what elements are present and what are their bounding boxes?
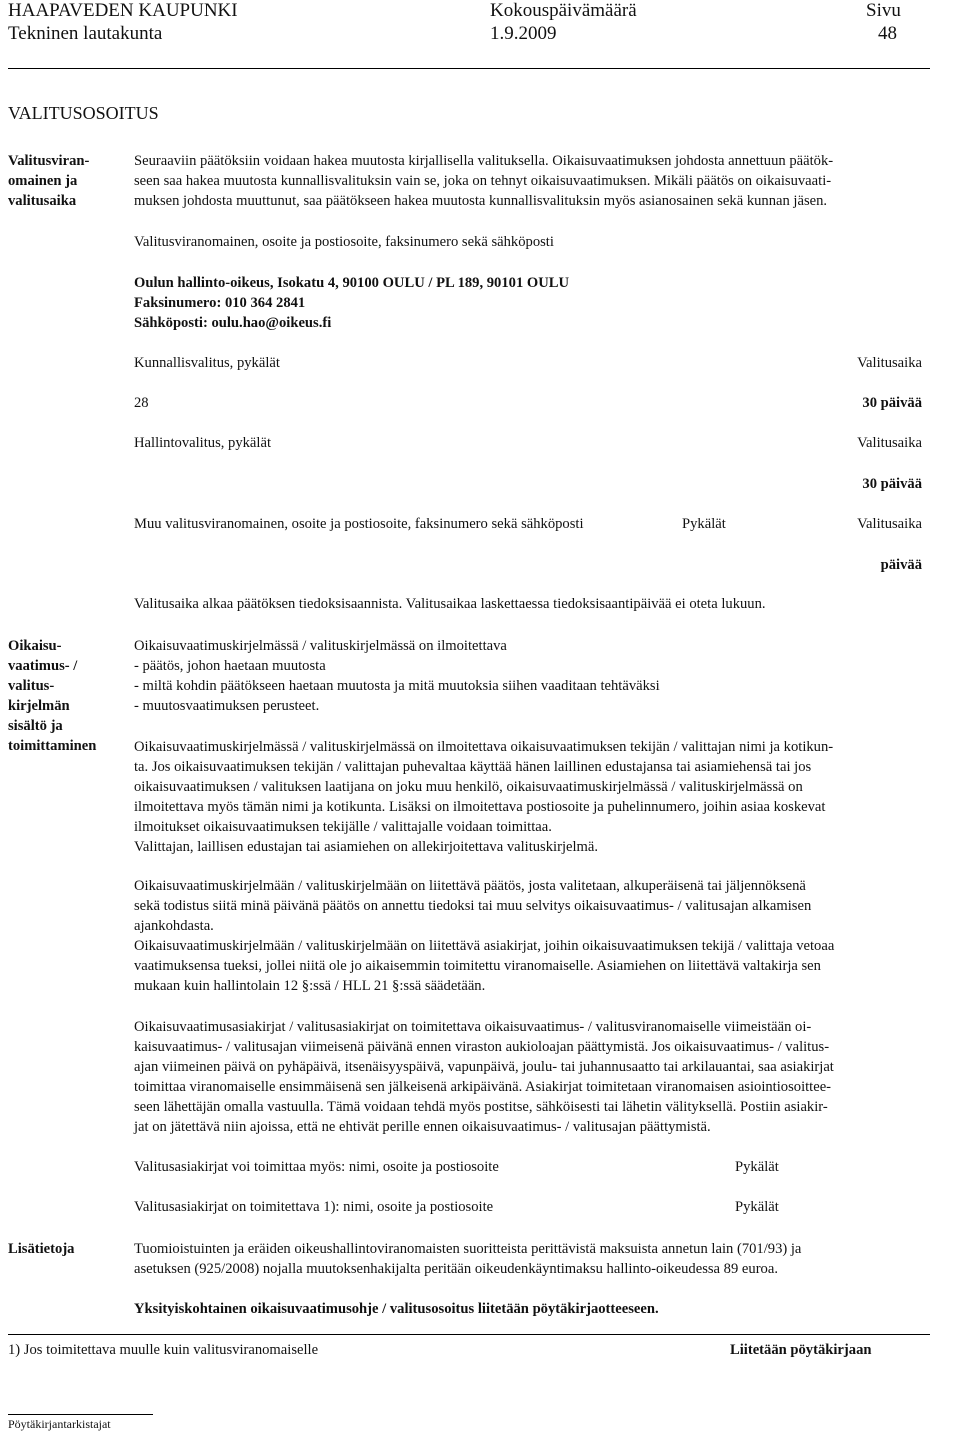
required-contents-intro: Oikaisuvaatimuskirjelmässä / valituskirjelmässä on ilmoitettava <box>134 638 507 654</box>
side-label-line: vaatimus- / <box>8 658 78 674</box>
municipal-appeal-sections: 28 <box>134 395 149 411</box>
side-label-line: toimittaminen <box>8 738 97 754</box>
paragraph-line: kaisuvaatimus- / valitusajan viimeisenä päivänä ennen viraston aukioloajan päättymistä. Jos oikaisuvaatimus- / valitus- <box>134 1039 830 1055</box>
side-label-appeal-authority <box>8 151 123 211</box>
other-authority-sections-label: Pykälät <box>682 516 726 532</box>
paragraph-line: vaatimuksensa tueksi, jollei niitä ole jo aikaisemmin toimitettu viranomaiselle. Asiamiehen on liitettävä valtakirja sen <box>134 958 821 974</box>
administrative-appeal-period-label: Valitusaika <box>857 435 922 451</box>
attachment-note: Liitetään pöytäkirjaan <box>730 1342 872 1358</box>
authority-fax: Faksinumero: 010 364 2841 <box>134 295 306 311</box>
paragraph-line: ajan viimeinen päivä on pyhäpäivä, itsenäisyyspäivä, vapunpäivä, joulu- tai juhannusaatto tai arkilauantai, saa asiakirjat <box>134 1059 834 1075</box>
required-contents-list <box>134 636 660 716</box>
side-label-line: Oikaisu- <box>8 638 62 654</box>
administrative-appeal-label: Hallintovalitus, pykälät <box>134 435 271 451</box>
side-label-line: sisältö ja <box>8 718 63 734</box>
attachments-paragraph <box>134 876 834 996</box>
page-label: Sivu <box>866 0 901 21</box>
paragraph-line: oikaisuvaatimuksen / valituksen laatijana on joku muu henkilö, oikaisuvaatimuskirjelmässä / valituskirjelmässä on <box>134 779 803 795</box>
intro-line: Seuraaviin päätöksiin voidaan hakea muutosta kirjallisella valituksella. Oikaisuvaatimuksen johdosta annettuun päätök- <box>134 153 834 169</box>
side-label-appeal-contents <box>8 636 123 756</box>
paragraph-line: mukaan kuin hallintolain 12 §:ssä / HLL 21 §:ssä säädetään. <box>134 978 486 994</box>
page-number: 48 <box>878 23 897 44</box>
other-authority-label: Muu valitusviranomainen, osoite ja postiosoite, faksinumero sekä sähköposti <box>134 516 584 532</box>
paragraph-line: ta. Jos oikaisuvaatimuksen tekijän / valittajan puhevaltaa käyttää hänen laillinen edustajansa tai asiamiehensä tai jos <box>134 759 812 775</box>
paragraph-line: sekä todistus siitä minä päivänä päätös on annettu tiedoksi tai muu selvitys oikaisuvaatimus- / valitusajan alkamisen <box>134 898 812 914</box>
authority-email: Sähköposti: oulu.hao@oikeus.fi <box>134 315 332 331</box>
delivery-paragraph <box>134 1017 834 1137</box>
appellant-details-paragraph <box>134 737 833 857</box>
meeting-date-value: 1.9.2009 <box>490 23 557 44</box>
alternative-delivery-label: Valitusasiakirjat voi toimittaa myös: nimi, osoite ja postiosoite <box>134 1159 499 1175</box>
municipal-appeal-period: 30 päivää <box>862 395 922 411</box>
detailed-instructions-note: Yksityiskohtainen oikaisuvaatimusohje / valitusosoitus liitetään pöytäkirjaotteeseen. <box>134 1301 659 1317</box>
footer-rule <box>8 1334 930 1335</box>
intro-line: muksen johdosta muuttunut, saa päätökseen hakea muutosta kunnallisvalituksin myös asianosainen sekä kunnan jäsen. <box>134 193 828 209</box>
authority-heading: Valitusviranomainen, osoite ja postiosoite, faksinumero sekä sähköposti <box>134 234 554 250</box>
mandatory-delivery-sections: Pykälät <box>735 1199 779 1215</box>
side-label-line: omainen ja <box>8 173 78 189</box>
header-rule <box>8 68 930 69</box>
paragraph-line: Tuomioistuinten ja eräiden oikeushallintoviranomaisten suoritteista perittävistä maksuista annetun lain (701/93) ja <box>134 1241 802 1257</box>
page-title: VALITUSOSOITUS <box>8 103 159 123</box>
authority-address: Oulun hallinto-oikeus, Isokatu 4, 90100 OULU / PL 189, 90101 OULU <box>134 275 570 291</box>
alternative-delivery-sections: Pykälät <box>735 1159 779 1175</box>
paragraph-line: asetuksen (925/2008) nojalla muutoksenhakijalta peritään oikeudenkäyntimaksu hallinto-oikeudessa 89 euroa. <box>134 1261 778 1277</box>
required-contents-item: - miltä kohdin päätökseen haetaan muutosta ja mitä muutoksia siihen vaaditaan tehtäväksi <box>134 678 660 694</box>
signers-rule <box>8 1414 153 1415</box>
side-label-line: Valitusviran- <box>8 153 90 169</box>
intro-line: seen saa hakea muutosta kunnallisvalituksin vain se, joka on tehnyt oikaisuvaatimuksen. Mikäli päätös on oikaisuvaati- <box>134 173 832 189</box>
side-label-line: valitusaika <box>8 193 77 209</box>
paragraph-line: ilmoitukset oikaisuvaatimuksen tekijälle / valittajalle voidaan toimittaa. <box>134 819 552 835</box>
administrative-appeal-period: 30 päivää <box>862 476 922 492</box>
other-authority-period: päivää <box>880 557 922 573</box>
required-contents-item: - päätös, johon haetaan muutosta <box>134 658 326 674</box>
paragraph-line: jat on jätettävä niin ajoissa, että ne ehtivät perille ennen oikaisuvaatimus- / valitusajan päättymistä. <box>134 1119 711 1135</box>
paragraph-line: ilmoitettava myös tämän nimi ja kotikunta. Lisäksi on ilmoitettava postiosoite ja puhelinnumero, joihin asiaa koskevat <box>134 799 826 815</box>
department-name: Tekninen lautakunta <box>8 23 163 44</box>
required-contents-item: - muutosvaatimuksen perusteet. <box>134 698 320 714</box>
org-name: HAAPAVEDEN KAUPUNKI <box>8 0 238 21</box>
minutes-checkers-label: Pöytäkirjantarkistajat <box>8 1417 111 1431</box>
municipal-appeal-label: Kunnallisvalitus, pykälät <box>134 355 280 371</box>
paragraph-line: Oikaisuvaatimuskirjelmässä / valituskirjelmässä on ilmoitettava oikaisuvaatimuksen tekijän / valittajan nimi ja kotikun- <box>134 739 834 755</box>
paragraph-line: Oikaisuvaatimuskirjelmään / valituskirjelmään on liitettävä päätös, josta valitetaan, alkuperäisenä tai jäljennöksenä <box>134 878 806 894</box>
paragraph-line: Oikaisuvaatimusasiakirjat / valitusasiakirjat on toimitettava oikaisuvaatimus- / valitusviranomaiselle viimeistään oi- <box>134 1019 812 1035</box>
municipal-appeal-period-label: Valitusaika <box>857 355 922 371</box>
paragraph-line: seen lähettäjän omalla vastuulla. Tämä voidaan tehdä myös postitse, sähköisesti tai lähetin välityksellä. Postiin asiakir- <box>134 1099 828 1115</box>
intro-paragraph <box>134 151 833 211</box>
paragraph-line: Valittajan, laillisen edustajan tai asiamiehen on allekirjoitettava valituskirjelmä. <box>134 839 599 855</box>
fees-paragraph <box>134 1239 801 1279</box>
paragraph-line: Oikaisuvaatimuskirjelmään / valituskirjelmään on liitettävä asiakirjat, joihin oikaisuvaatimuksen tekijä / valittaja vetoaa <box>134 938 835 954</box>
side-label-line: kirjelmän <box>8 698 70 714</box>
paragraph-line: toimittaa viranomaiselle ensimmäisenä sen jälkeisenä arkipäivänä. Asiakirjat toimitetaan viranomaisen asiointiosoittee- <box>134 1079 832 1095</box>
footnote: 1) Jos toimitettava muulle kuin valitusviranomaiselle <box>8 1342 319 1358</box>
paragraph-line: ajankohdasta. <box>134 918 214 934</box>
authority-address-block <box>134 273 569 333</box>
appeal-period-start-note: Valitusaika alkaa päätöksen tiedoksisaannista. Valitusaikaa laskettaessa tiedoksisaantipäivää ei oteta lukuun. <box>134 596 766 612</box>
side-label-line: valitus- <box>8 678 55 694</box>
meeting-date-label: Kokouspäivämäärä <box>490 0 637 21</box>
other-authority-period-label: Valitusaika <box>857 516 922 532</box>
side-label-more-info: Lisätietoja <box>8 1241 75 1257</box>
mandatory-delivery-label: Valitusasiakirjat on toimitettava 1): nimi, osoite ja postiosoite <box>134 1199 494 1215</box>
